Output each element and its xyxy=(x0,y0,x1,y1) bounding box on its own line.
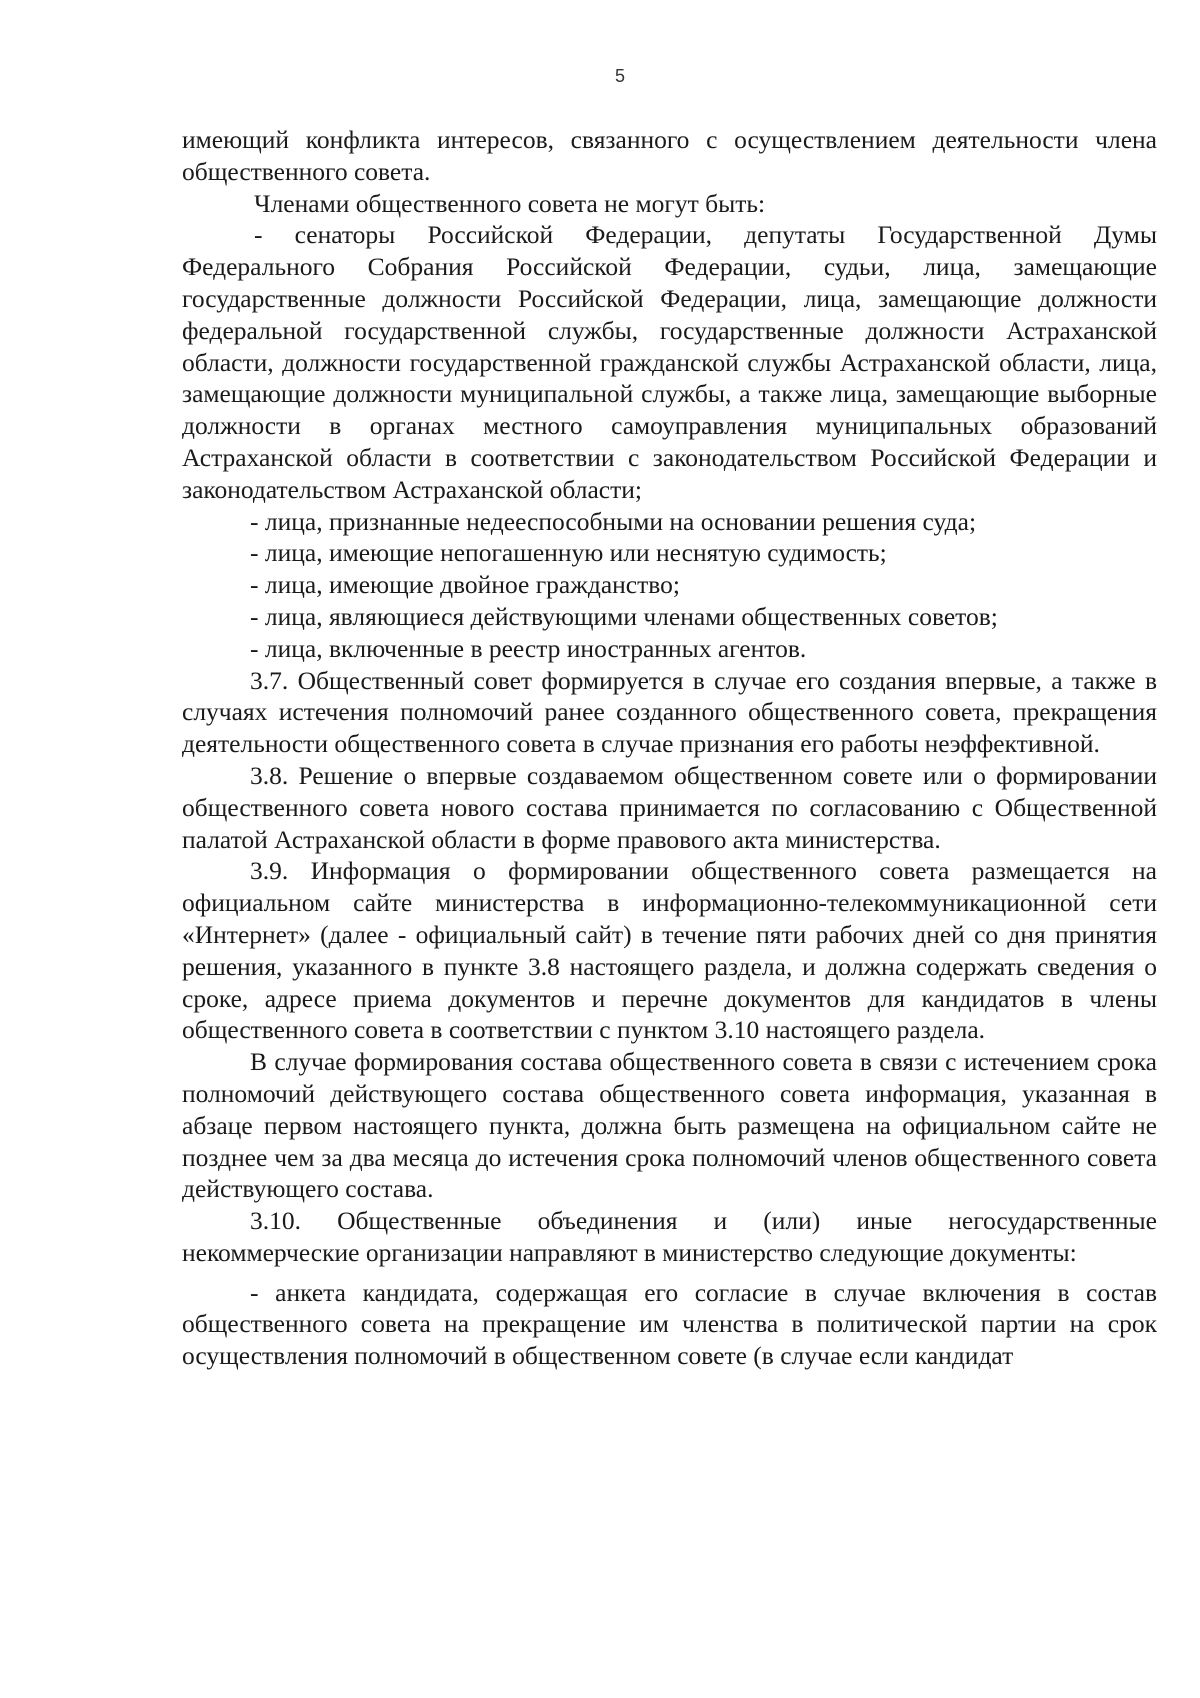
list-item-foreign-agents: - лица, включенные в реестр иностранных агентов. xyxy=(250,633,807,663)
paragraph-3-7: 3.7. Общественный совет формируется в случае его создания впервые, а также в случаях истечения полномочий ранее созданного общественного совета, прекращения деятельности общественного совета в случае признания его работы неэффективной. xyxy=(182,665,1157,759)
paragraph-3-9-second: В случае формирования состава общественного совета в связи с истечением срока полномочий действующего состава общественного совета информация, указанная в абзаце первом настоящего пункта, должна быть размещена на официальном сайте не позднее чем за два месяца до истечения срока полномочий членов общественного совета действующего состава. xyxy=(182,1047,1157,1204)
list-item-incapacitated: - лица, признанные недееспособными на основании решения суда; xyxy=(250,506,977,536)
list-item-senators: - сенаторы Российской Федерации, депутаты Государственной Думы Федерального Собрания Российской Федерации, судьи, лица, замещающие государственные должности Российской Федерации, лица, замещающие должности федеральной государственной службы, государственные должности Астраханской области, должности государственной гражданской службы Астраханской области, лица, замещающие должности муниципальной службы, а также лица, замещающие выборные должности в органах местного самоуправления муниципальных образований Астраханской области в соответствии с законодательством Российской Федерации и законодательством Астраханской области; xyxy=(182,220,1157,504)
paragraph-members-restriction: Членами общественного совета не могут быть: xyxy=(254,188,766,218)
list-item-dual-citizenship: - лица, имеющие двойное гражданство; xyxy=(250,570,680,600)
paragraph-3-10: 3.10. Общественные объединения и (или) иные негосударственные некоммерческие организации направляют в министерство следующие документы: xyxy=(182,1206,1157,1267)
page-number: 5 xyxy=(614,66,625,86)
paragraph-3-9: 3.9. Информация о формировании общественного совета размещается на официальном сайте министерства в информационно-телекоммуникационной сети «Интернет» (далее - официальный сайт) в течение пяти рабочих дней со дня принятия решения, указанного в пункте 3.8 настоящего раздела, и должна содержать сведения о сроке, адресе приема документов и перечне документов для кандидатов в члены общественного совета в соответствии с пунктом 3.10 настоящего раздела. xyxy=(182,856,1157,1045)
paragraph-3-8: 3.8. Решение о впервые создаваемом общественном совете или о формировании общественного совета нового состава принимается по согласованию с Общественной палатой Астраханской области в форме правового акта министерства. xyxy=(182,760,1157,854)
list-item-criminal-record: - лица, имеющие непогашенную или неснятую судимость; xyxy=(250,538,887,568)
paragraph-continuation: имеющий конфликта интересов, связанного с осуществлением деятельности члена общественного совета. xyxy=(182,125,1157,186)
list-item-other-councils: - лица, являющиеся действующими членами общественных советов; xyxy=(250,601,998,631)
list-item-application-form: - анкета кандидата, содержащая его согласие в случае включения в состав общественного совета на прекращение им членства в политической партии на срок осуществления полномочий в общественном совете (в случае если кандидат xyxy=(182,1277,1157,1371)
document-body xyxy=(182,124,1157,1372)
